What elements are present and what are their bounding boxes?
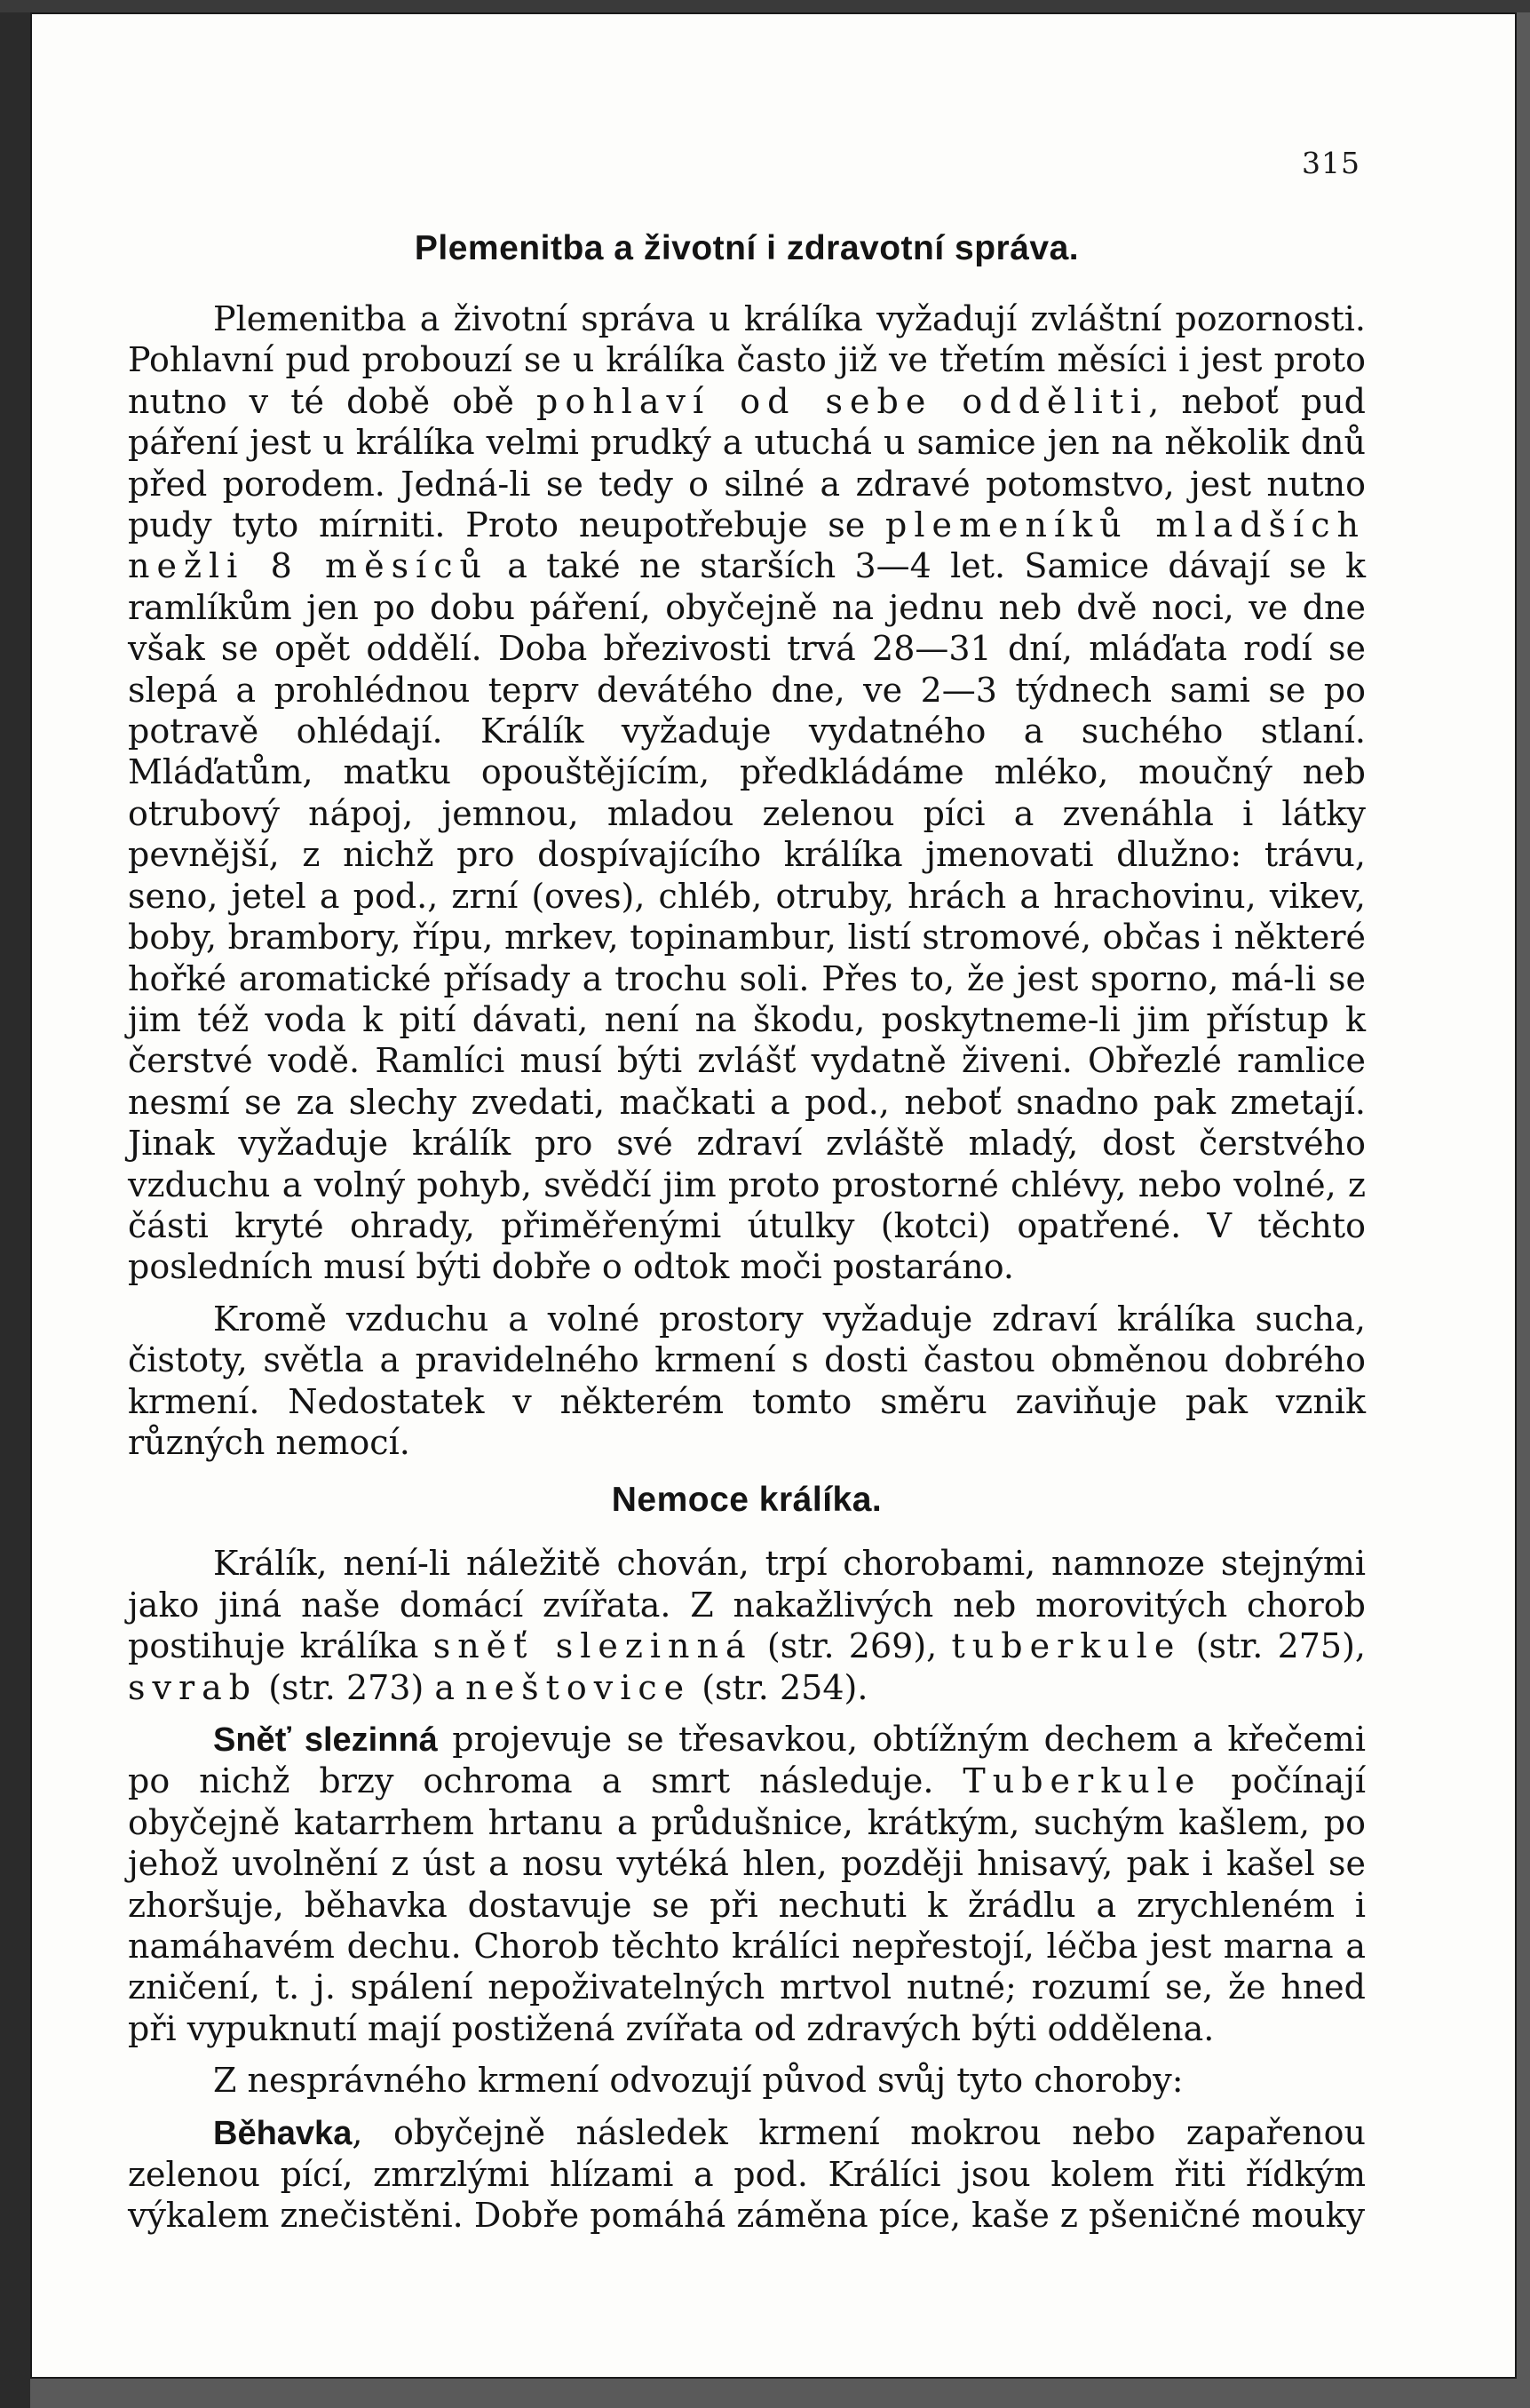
spaced-emphasis: pohlaví od sebe odděliti [536, 381, 1149, 421]
text-run: Králík, není-li náležitě chován, trpí chorobami, namnoze stejnými jako jiná naše domácí zvířata. Z nakažlivých neb morovitých chorob postihuje králíka [128, 1544, 1366, 1666]
spaced-emphasis: svrab [128, 1667, 258, 1707]
scan-border-top [0, 0, 1530, 12]
section-heading-diseases: Nemoce králíka. [611, 1481, 883, 1520]
text-run: počínají obyčejně katarrhem hrtanu a průdušnice, krátkým, suchým kašlem, po jehož uvolnění z úst a nosu vytéká hlen, později hnisavý, pak i kašel se zhoršuje, běhavka dostavuje se při nechuti k žrádlu a zrychleném i namáhavém dechu. Chorob těchto králíci nepřestojí, léčba jest marna a zničení, t. j. spálení nepoživatelných mrtvol nutné; rozumí se, že hned při vypuknutí mají postižená zvířata od zdravých býti oddělena. [128, 1761, 1366, 2048]
spaced-emphasis: neštovice [465, 1667, 692, 1707]
page-number: 315 [1302, 146, 1360, 180]
page-content [128, 229, 1366, 2237]
spaced-emphasis: Tuberkule [963, 1761, 1202, 1801]
book-page [32, 14, 1515, 2377]
term-diarrhea: Běhavka [213, 2114, 353, 2152]
section-heading-breeding: Plemenitba a životní i zdravotní správa. [414, 229, 1080, 267]
text-run: (str. 254). [691, 1667, 868, 1707]
scan-border-left [0, 0, 30, 2408]
paragraph-breeding [128, 298, 1366, 1288]
text-run: (str. 269), [752, 1626, 952, 1666]
text-run: projevuje se třesavkou, obtížným dechem a křečemi po nichž brzy ochroma a smrt následuje. [128, 1720, 1366, 1801]
spaced-emphasis: plemeníků mladších nežli 8 měsíců [128, 505, 1366, 586]
text-run: , neboť pud páření jest u králíka velmi prudký a utuchá u samice jen na několik dnů před porodem. Jedná-li se tedy o silné a zdravé potomstvo, jest nutno pudy tyto mírniti. Proto neupotřebuje se [128, 381, 1366, 545]
spaced-emphasis: tuberkule [951, 1626, 1182, 1666]
paragraph-health-conditions: Kromě vzduchu a volné prostory vyžaduje zdraví králíka sucha, čistoty, světla a pravidelného krmení s dosti častou obměnou dobrého krmení. Nedostatek v některém tomto směru zaviňuje pak vznik různých nemocí. [128, 1299, 1366, 1462]
spaced-emphasis: sněť slezinná [432, 1626, 753, 1666]
paragraph-diarrhea [128, 2112, 1366, 2237]
paragraph-diseases-intro [128, 1543, 1366, 1708]
text-run: Plemenitba a životní správa u králíka vyžadují zvláštní pozornosti. Pohlavní pud probouzí se u králíka často již ve třetím měsíci i jest proto nutno v té době obě [128, 299, 1366, 421]
text-run: (str. 273) a [258, 1667, 466, 1707]
paragraph-anthrax-tuberculosis [128, 1719, 1366, 2049]
text-run: , obyčejně následek krmení mokrou nebo zapařenou zelenou pící, zmrzlými hlízami a pod. Králíci jsou kolem řiti řídkým výkalem znečistěni. Dobře pomáhá záměna píce, kaše z pšeničné mouky [128, 2112, 1366, 2236]
text-run: (str. 275), [1181, 1626, 1367, 1666]
paragraph-feeding-diseases: Z nesprávného krmení odvozují původ svůj tyto choroby: [213, 2061, 1184, 2101]
term-anthrax: Sněť slezinná [213, 1721, 438, 1759]
text-run: a také ne starších 3—4 let. Samice dávají se k ramlíkům jen po dobu páření, obyčejně na jednu neb dvě noci, ve dne však se opět oddělí. Doba březivosti trvá 28—31 dní, mláďata rodí se slepá a prohlédnou teprv devátého dne, ve 2—3 týdnech sami se po potravě ohlédají. Králík vyžaduje vydatného a suchého stlaní. Mláďatům, matku opouštějícím, předkládáme mléko, moučný neb otrubový nápoj, jemnou, mladou zelenou píci a zvenáhla i látky pevnější, z nichž pro dospívajícího králíka jmenovati dlužno: trávu, seno, jetel a pod., zrní (oves), chléb, otruby, hrách a hrachovinu, vikev, boby, brambory, řípu, mrkev, topinambur, listí stromové, občas i některé hořké aromatické přísady a trochu soli. Přes to, že jest sporno, má-li se jim též voda k pití dávati, není na škodu, poskytneme-li jim přístup k čerstvé vodě. Ramlíci musí býti zvlášť vydatně živeni. Obřezlé ramlice nesmí se za slechy zvedati, mačkati a pod., neboť snadno pak zmetají. Jinak vyžaduje králík pro své zdraví zvláště mladý, dost čerstvého vzduchu a volný pohyb, svědčí jim proto prostorné chlévy, nebo volné, z části kryté ohrady, přiměřenými útulky (kotci) opatřené. V těchto posledních musí býti dobře o odtok moči postaráno. [128, 546, 1366, 1287]
